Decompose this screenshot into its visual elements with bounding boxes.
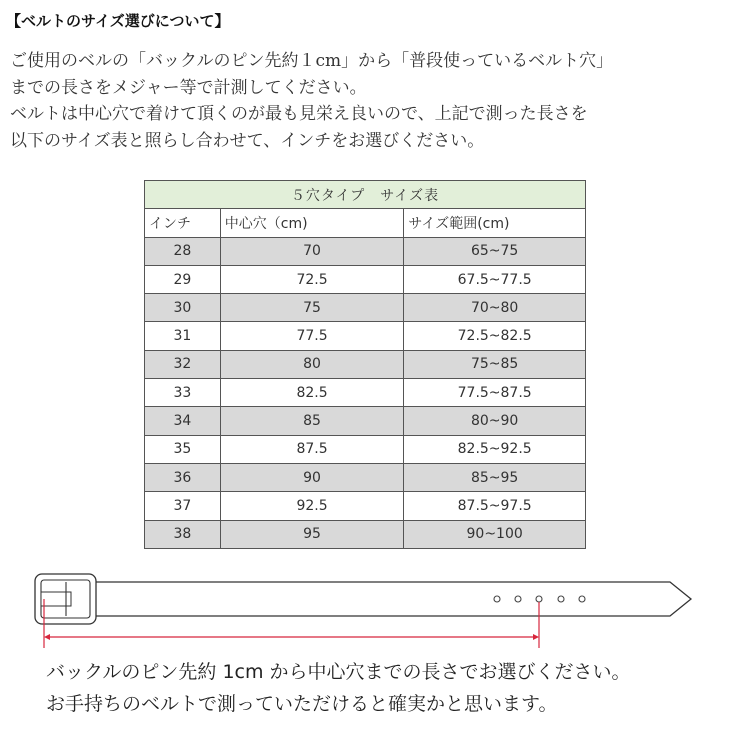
size-range-cell: 80~90 [404,407,586,435]
table-row [145,379,586,407]
center-hole-cell: 92.5 [220,492,404,520]
inch-cell: 30 [145,294,221,322]
inch-cell: 37 [145,492,221,520]
table-title-row [145,181,586,209]
size-range-cell: 70~80 [404,294,586,322]
center-hole-cell: 95 [220,520,404,548]
table-header-row [145,209,586,237]
table-row [145,322,586,350]
size-range-cell: 85~95 [404,463,586,491]
table-row [145,294,586,322]
table-title: ５穴タイプ サイズ表 [145,181,586,209]
column-header-inch: インチ [145,209,221,237]
size-range-cell: 90~100 [404,520,586,548]
size-range-cell: 75~85 [404,350,586,378]
caption-text [46,656,631,720]
inch-cell: 29 [145,265,221,293]
table-row [145,350,586,378]
size-range-cell: 72.5~82.5 [404,322,586,350]
caption-line: バックルのピン先約 1cm から中心穴までの長さでお選びください。 [46,661,631,683]
inch-cell: 32 [145,350,221,378]
table-row [145,520,586,548]
caption-line: お手持ちのベルトで測っていただけると確実かと思います。 [46,693,558,715]
size-range-cell: 87.5~97.5 [404,492,586,520]
size-range-cell: 82.5~92.5 [404,435,586,463]
section-heading: 【ベルトのサイズ選びについて】 [6,12,230,30]
inch-cell: 36 [145,463,221,491]
table-row [145,407,586,435]
intro-line: ベルトは中心穴で着けて頂くのが最も見栄え良いので、上記で測った長さを [10,104,588,124]
inch-cell: 31 [145,322,221,350]
inch-cell: 28 [145,237,221,265]
table-row [145,463,586,491]
table-row [145,265,586,293]
column-header-size-range: サイズ範囲(cm) [404,209,586,237]
center-hole-cell: 80 [220,350,404,378]
intro-line: 以下のサイズ表と照らし合わせて、インチをお選びください。 [10,130,485,151]
belt-strap [96,582,691,616]
table-row [145,435,586,463]
center-hole-cell: 82.5 [220,379,404,407]
inch-cell: 35 [145,435,221,463]
center-hole-cell: 72.5 [220,265,404,293]
center-hole-cell: 75 [220,294,404,322]
center-hole-cell: 77.5 [220,322,404,350]
inch-cell: 38 [145,520,221,548]
center-hole-cell: 90 [220,463,404,491]
arrowhead-left-icon [44,634,50,640]
size-range-cell: 67.5~77.5 [404,265,586,293]
column-header-center-hole: 中心穴（cm) [220,209,404,237]
center-hole-cell: 70 [220,237,404,265]
size-range-cell: 65~75 [404,237,586,265]
belt-diagram [0,566,730,656]
size-table [144,180,586,549]
inch-cell: 33 [145,379,221,407]
table-row [145,237,586,265]
table-row [145,492,586,520]
center-hole-cell: 87.5 [220,435,404,463]
center-hole-cell: 85 [220,407,404,435]
size-range-cell: 77.5~87.5 [404,379,586,407]
arrowhead-right-icon [533,634,539,640]
intro-line: ご使用のベルの「バックルのピン先約１cm」から「普段使っているベルト穴」 [10,51,614,71]
intro-line: までの長さをメジャー等で計測してください。 [10,77,367,98]
inch-cell: 34 [145,407,221,435]
intro-text [10,48,725,154]
